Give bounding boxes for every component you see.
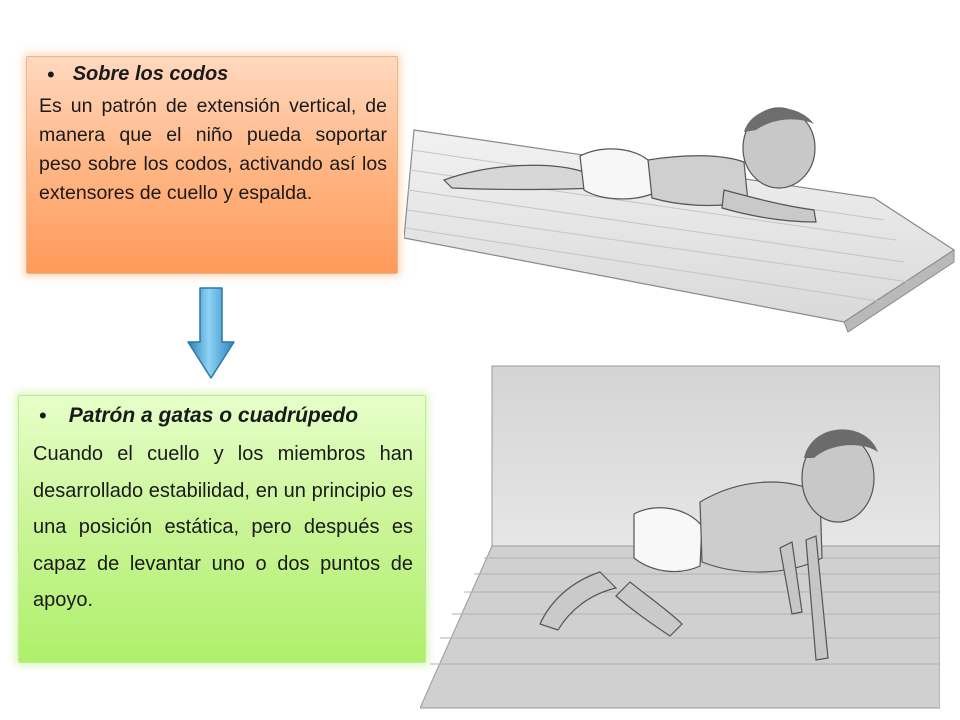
heading-row — [33, 404, 413, 428]
heading-row — [39, 63, 387, 86]
down-arrow-icon — [186, 286, 236, 380]
section-heading: Patrón a gatas o cuadrúpedo — [68, 404, 359, 427]
illustration-prone-on-elbows — [404, 70, 960, 338]
section-body: Es un patrón de extensión vertical, de manera que el niño pueda soportar peso sobre los codos, activando así los extensores de cuello y espalda. — [39, 95, 387, 204]
bullet: • — [39, 403, 47, 428]
bullet: • — [47, 61, 55, 87]
text-box-elbows — [26, 56, 398, 274]
text-box-crawling — [18, 395, 426, 663]
illustration-crawling — [420, 362, 940, 712]
section-body: Cuando el cuello y los miembros han desarrollado estabilidad, en un principio es una posición estática, pero después es capaz de levantar uno o dos puntos de apoyo. — [33, 443, 413, 611]
section-heading: Sobre los codos — [72, 63, 229, 85]
